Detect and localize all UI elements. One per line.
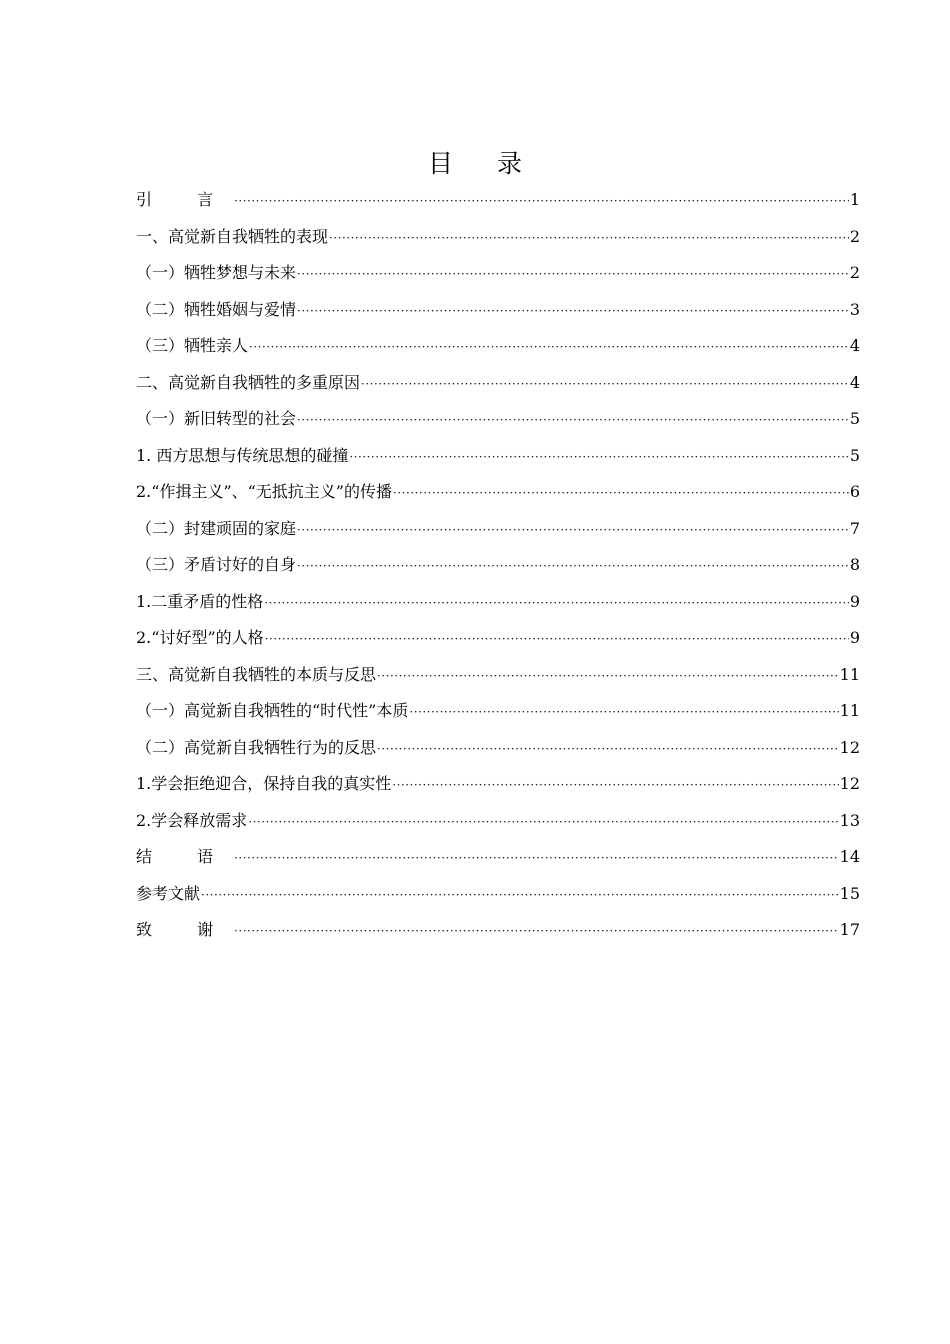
toc-entry[interactable] — [136, 292, 860, 329]
toc-entry-label: 2.学会释放需求 — [136, 810, 248, 830]
toc-entry[interactable] — [136, 766, 860, 803]
toc-dot-leader — [249, 329, 849, 366]
toc-entry-page: 9 — [849, 628, 860, 647]
toc-dot-leader — [234, 840, 839, 877]
toc-dot-leader — [234, 183, 849, 220]
toc-entry-label: 引 言 — [136, 190, 234, 209]
toc-dot-leader — [409, 694, 838, 731]
toc-entry-label: （二）牺牲婚姻与爱情 — [136, 299, 297, 319]
toc-entry[interactable] — [136, 912, 860, 949]
toc-entry[interactable] — [136, 365, 860, 402]
toc-entry[interactable] — [136, 657, 860, 694]
toc-entry[interactable] — [136, 839, 860, 876]
toc-entry-label: 三、高觉新自我牺牲的本质与反思 — [136, 664, 377, 684]
toc-dot-leader — [393, 475, 849, 512]
toc-entry-page: 8 — [849, 555, 860, 574]
toc-dot-leader — [264, 585, 849, 622]
toc-entry-label: （三）牺牲亲人 — [136, 336, 249, 355]
toc-entry[interactable] — [136, 511, 860, 548]
toc-entry-label: （一）新旧转型的社会 — [136, 409, 297, 428]
toc-entry[interactable] — [136, 474, 860, 511]
toc-dot-leader — [349, 439, 848, 476]
table-of-contents — [136, 182, 860, 949]
toc-entry-label: 二、高觉新自我牺牲的多重原因 — [136, 372, 361, 392]
toc-entry[interactable] — [136, 693, 860, 730]
toc-entry-label: （一）高觉新自我牺牲的“时代性”本质 — [136, 701, 409, 720]
toc-entry-label: 结 语 — [136, 847, 234, 866]
toc-entry-page: 2 — [849, 226, 860, 246]
toc-entry-page: 5 — [849, 409, 860, 428]
toc-entry[interactable] — [136, 401, 860, 438]
toc-entry-label: 2.“讨好型”的人格 — [136, 628, 264, 647]
toc-dot-leader — [234, 913, 839, 950]
toc-entry[interactable] — [136, 438, 860, 475]
toc-entry[interactable] — [136, 620, 860, 657]
toc-entry-page: 2 — [849, 263, 860, 282]
toc-entry[interactable] — [136, 876, 860, 913]
toc-entry-page: 11 — [839, 701, 860, 720]
toc-dot-leader — [377, 658, 839, 695]
toc-entry-page: 12 — [839, 774, 860, 793]
toc-entry-page: 7 — [849, 518, 860, 538]
toc-entry[interactable] — [136, 803, 860, 840]
toc-dot-leader — [248, 804, 838, 841]
toc-entry[interactable] — [136, 219, 860, 256]
toc-entry-page: 1 — [849, 190, 860, 209]
toc-entry[interactable] — [136, 547, 860, 584]
toc-dot-leader — [297, 512, 849, 549]
toc-entry-page: 6 — [849, 482, 860, 501]
toc-entry-label: 参考文献 — [136, 883, 201, 903]
toc-dot-leader — [297, 548, 849, 585]
toc-entry-label: （二）高觉新自我牺牲行为的反思 — [136, 737, 377, 757]
toc-entry-page: 17 — [839, 920, 860, 939]
toc-entry-label: （二）封建顽固的家庭 — [136, 518, 297, 538]
toc-entry-page: 11 — [839, 664, 860, 684]
toc-entry[interactable] — [136, 584, 860, 621]
toc-entry-label: （一）牺牲梦想与未来 — [136, 263, 297, 282]
toc-entry-page: 3 — [849, 299, 860, 319]
toc-entry-page: 4 — [849, 372, 860, 392]
toc-dot-leader — [361, 366, 849, 403]
toc-entry-label: （三）矛盾讨好的自身 — [136, 555, 297, 574]
toc-entry-page: 14 — [839, 847, 860, 866]
toc-dot-leader — [377, 731, 839, 768]
toc-entry-label: 1. 西方思想与传统思想的碰撞 — [136, 445, 349, 465]
toc-dot-leader — [329, 220, 849, 257]
toc-entry-page: 12 — [839, 737, 860, 757]
toc-entry-page: 5 — [849, 445, 860, 465]
toc-dot-leader — [297, 256, 849, 293]
toc-dot-leader — [265, 621, 849, 658]
toc-entry[interactable] — [136, 255, 860, 292]
toc-entry-label: 1.二重矛盾的性格 — [136, 591, 264, 611]
toc-title: 目 录 — [428, 149, 540, 178]
toc-entry[interactable] — [136, 182, 860, 219]
toc-entry-page: 4 — [849, 336, 860, 355]
toc-entry[interactable] — [136, 730, 860, 767]
toc-entry-page: 9 — [849, 591, 860, 611]
toc-entry-page: 15 — [839, 883, 860, 903]
toc-dot-leader — [201, 877, 839, 914]
toc-entry-label: 1.学会拒绝迎合，保持自我的真实性 — [136, 774, 392, 793]
toc-entry[interactable] — [136, 328, 860, 365]
toc-dot-leader — [297, 402, 849, 439]
toc-dot-leader — [392, 767, 838, 804]
toc-entry-label: 2.“作揖主义”、“无抵抗主义”的传播 — [136, 482, 392, 501]
toc-entry-page: 13 — [839, 810, 860, 830]
toc-entry-label: 一、高觉新自我牺牲的表现 — [136, 226, 329, 246]
toc-dot-leader — [297, 293, 849, 330]
toc-entry-label: 致 谢 — [136, 920, 234, 939]
